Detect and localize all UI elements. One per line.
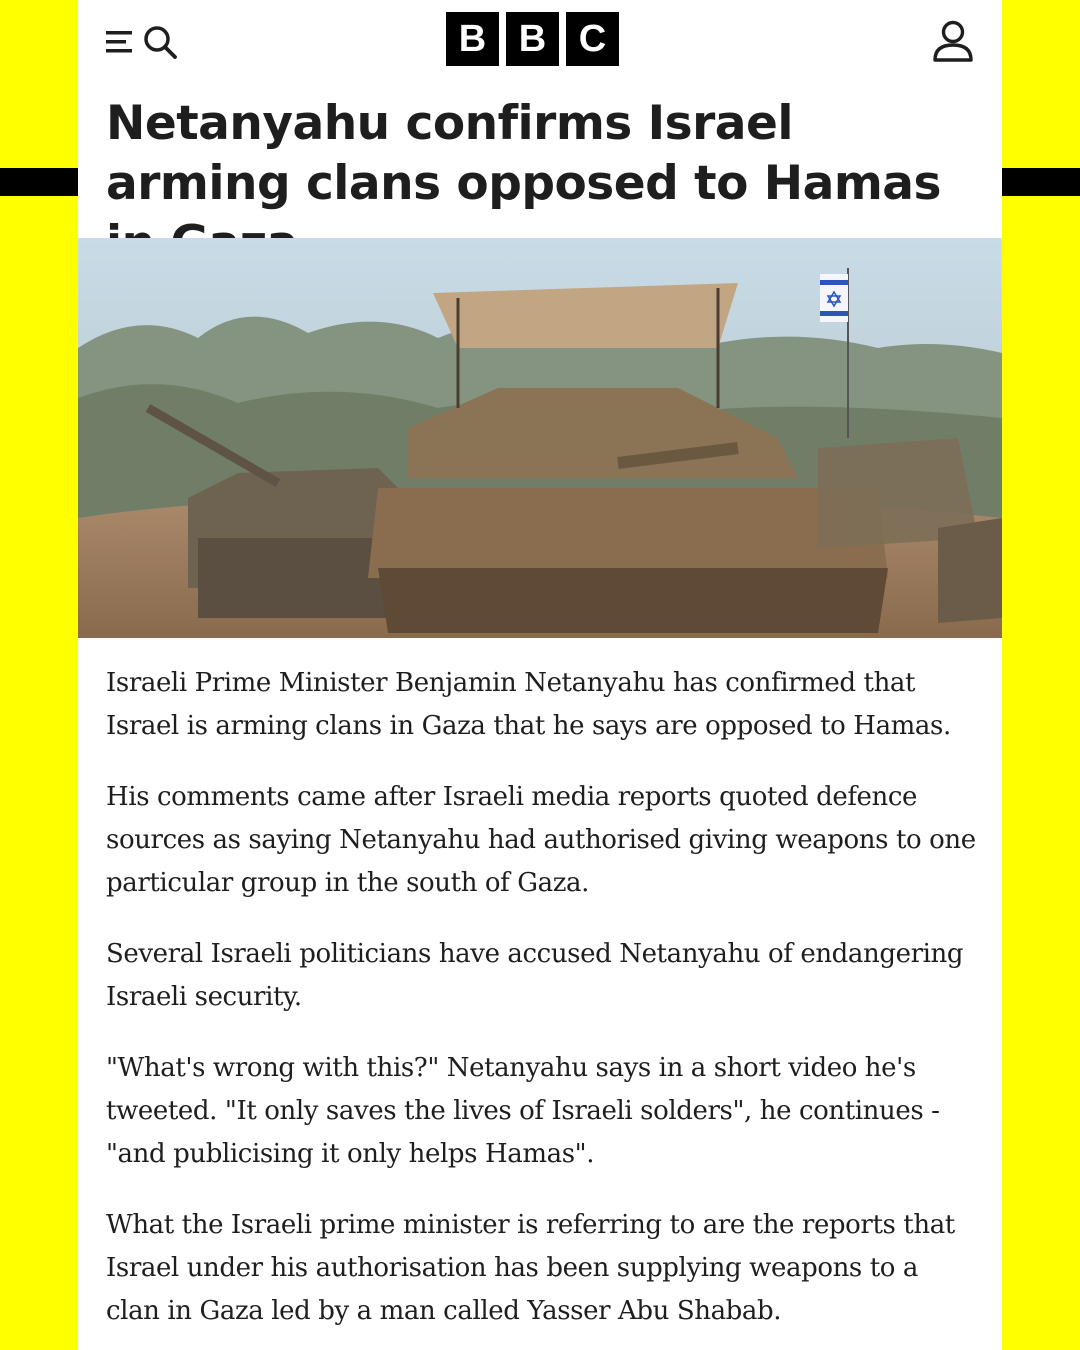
article-paragraph: "What's wrong with this?" Netanyahu says in a short video he's tweeted. "It only saves the lives of Israeli solders", he continues - "and publicising it only helps Hamas". (106, 1053, 940, 1169)
article-card (78, 0, 1002, 1350)
menu-icon[interactable] (104, 29, 138, 55)
hero-image (78, 238, 1002, 638)
bbc-logo[interactable] (446, 12, 619, 66)
top-navigation-bar (78, 0, 1002, 82)
right-frame-stripe (1002, 168, 1080, 196)
search-icon[interactable] (142, 23, 180, 61)
article-paragraph: Israeli Prime Minister Benjamin Netanyahu has confirmed that Israel is arming clans in Gaza that he says are opposed to Hamas. (106, 668, 951, 741)
article-paragraph: What the Israeli prime minister is referring to are the reports that Israel under his authorisation has been supplying weapons to a clan in Gaza led by a man called Yasser Abu Shabab. (106, 1210, 955, 1326)
article-paragraph: Several Israeli politicians have accused Netanyahu of endangering Israeli security. (106, 939, 964, 1012)
bbc-logo-letter: C (566, 12, 619, 66)
article-paragraph: His comments came after Israeli media reports quoted defence sources as saying Netanyahu had authorised giving weapons to one particular group in the south of Gaza. (106, 782, 976, 898)
article-headline: Netanyahu confirms Israel arming clans opposed to Hamas (106, 96, 941, 211)
menu-search-button[interactable] (104, 20, 184, 64)
article-body (106, 662, 976, 1350)
bbc-logo-letter: B (446, 12, 499, 66)
bbc-logo-letter: B (506, 12, 559, 66)
person-icon[interactable] (930, 18, 976, 64)
left-frame-stripe (0, 168, 78, 196)
